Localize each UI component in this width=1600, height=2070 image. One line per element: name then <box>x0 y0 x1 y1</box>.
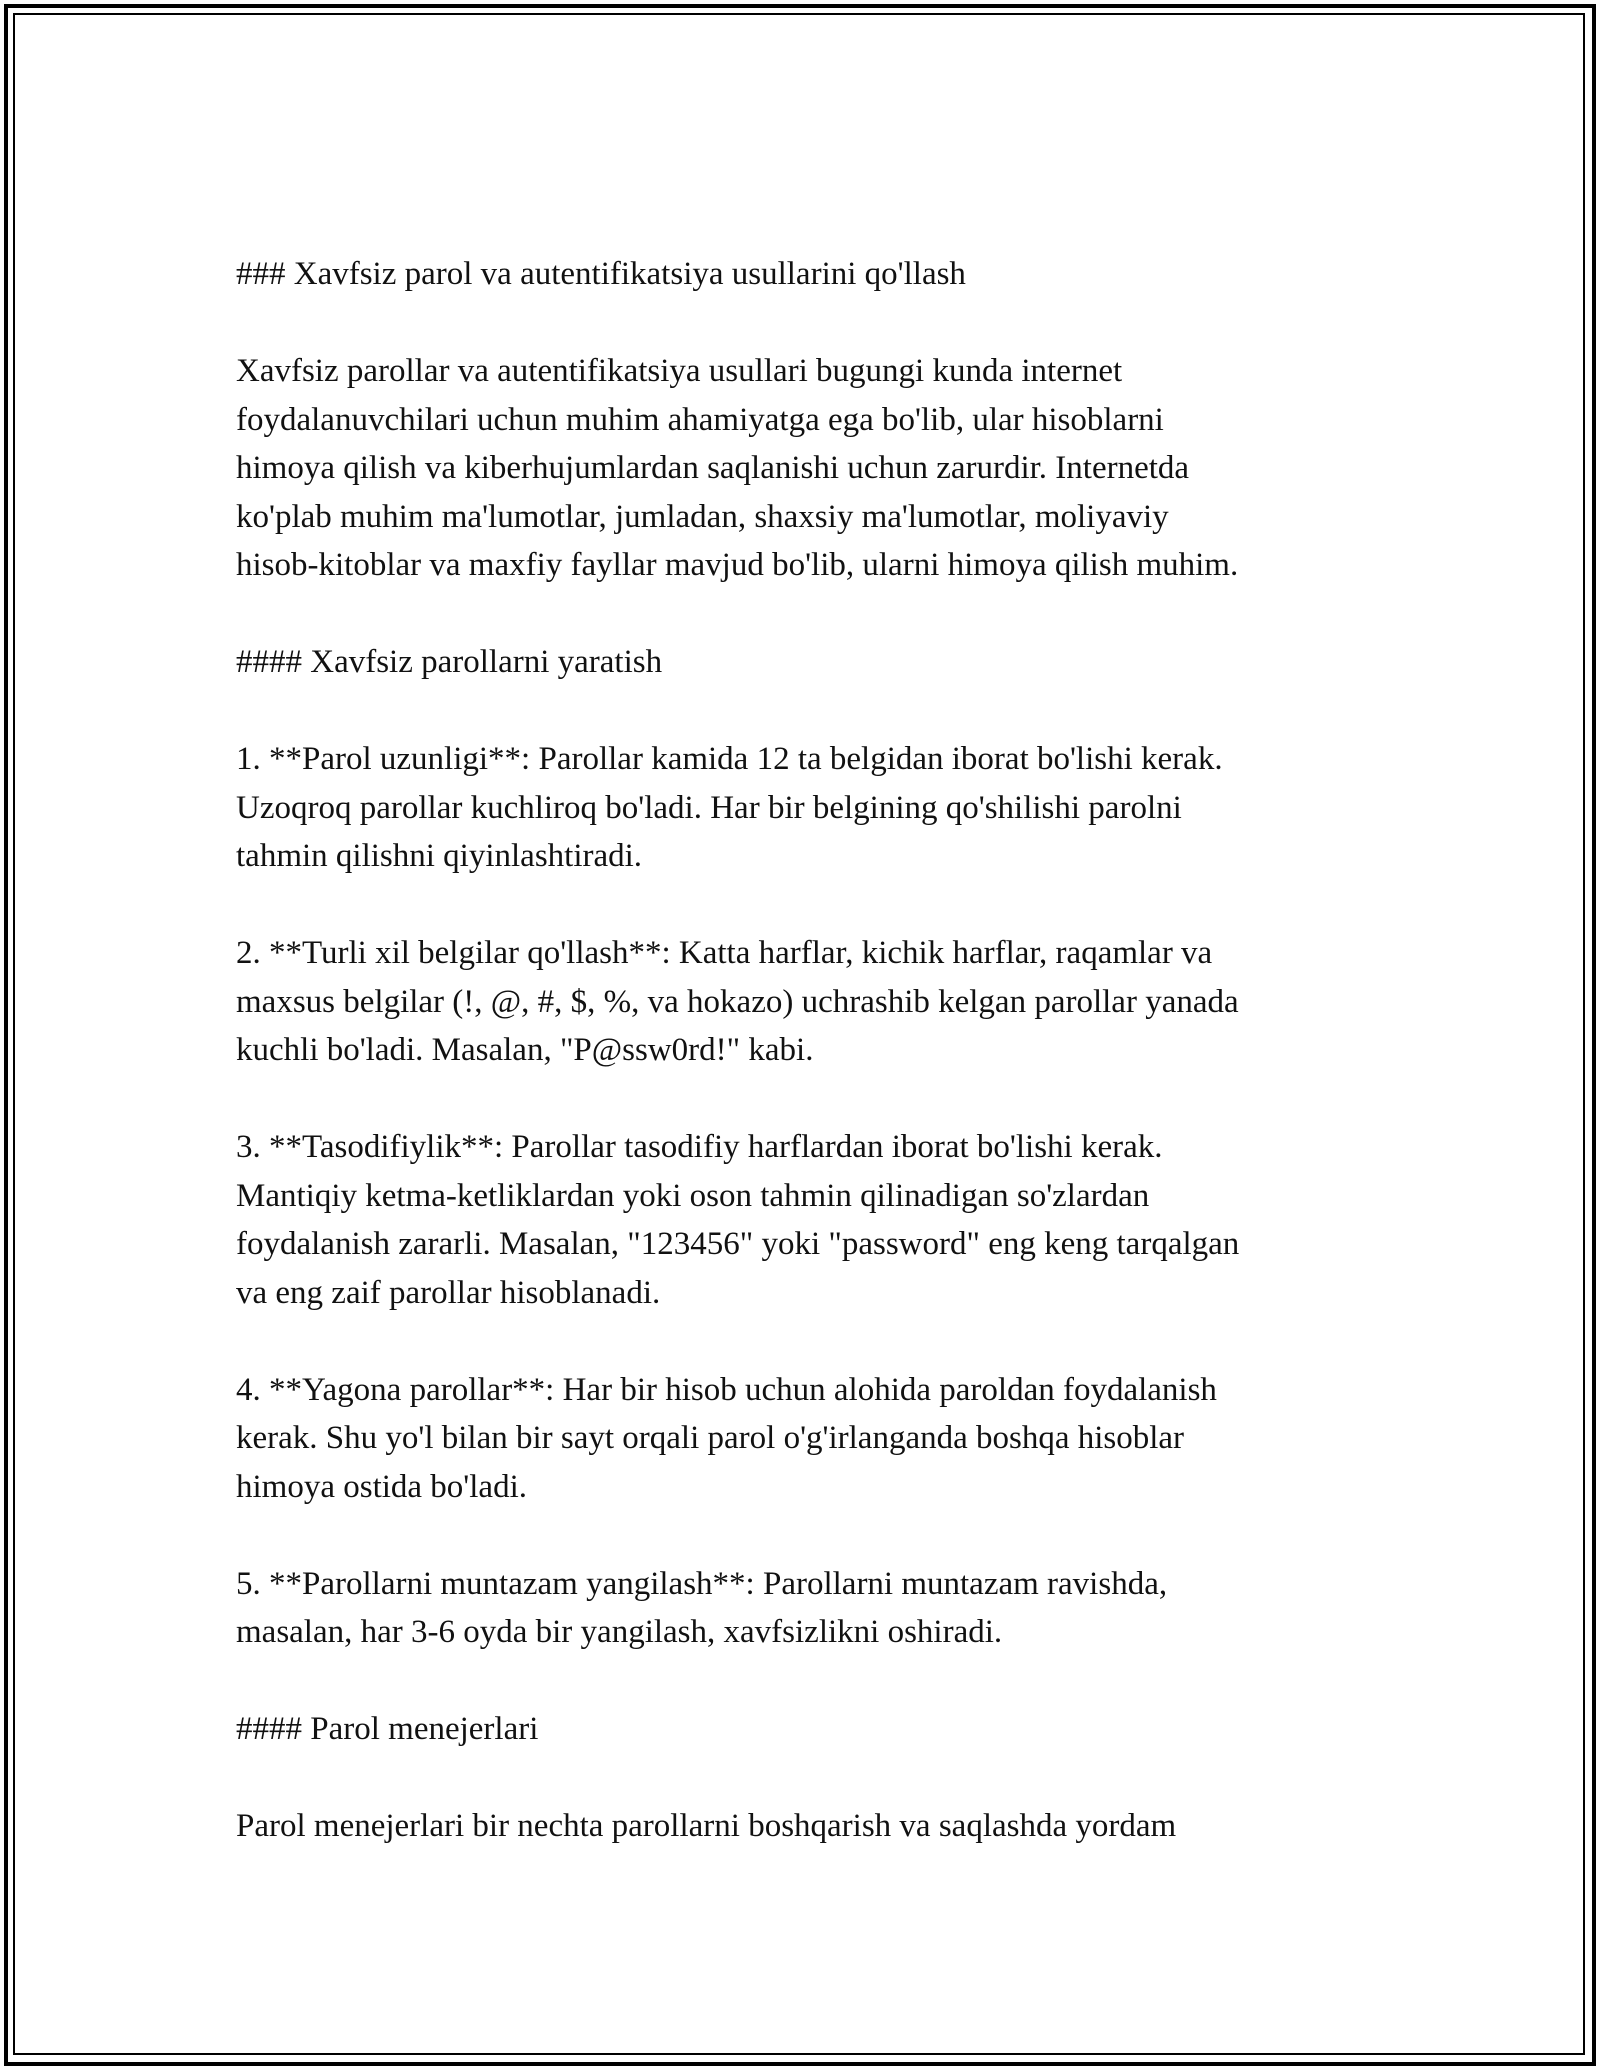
text-line: 4. **Yagona parollar**: Har bir hisob uchun alohida paroldan foydalanish <box>236 1371 1217 1408</box>
text-line: tahmin qilishni qiyinlashtiradi. <box>236 838 643 874</box>
text-line: 1. **Parol uzunligi**: Parollar kamida 12 ta belgidan iborat bo'lishi kerak. <box>236 741 1223 777</box>
text-line: kuchli bo'ladi. Masalan, "P@ssw0rd!" kabi. <box>236 1032 814 1068</box>
text-line: kerak. Shu yo'l bilan bir sayt orqali parol o'g'irlanganda boshqa hisoblar <box>236 1420 1185 1456</box>
text-line: himoya qilish va kiberhujumlardan saqlanishi uchun zarurdir. Internetda <box>236 450 1190 486</box>
text-line: va eng zaif parollar hisoblanadi. <box>236 1274 661 1311</box>
text-line: foydalanuvchilari uchun muhim ahamiyatga ega bo'lib, ular hisoblarni <box>236 401 1164 438</box>
list-item-unique-passwords <box>236 1366 1366 1512</box>
list-item-password-length <box>236 735 1366 881</box>
text-line: 5. **Parollarni muntazam yangilash**: Parollarni muntazam ravishda, <box>236 1565 1168 1602</box>
main-heading: ### Xavfsiz parol va autentifikatsiya usullarini qo'llash <box>236 256 966 292</box>
text-line: maxsus belgilar (!, @, #, $, %, va hokazo) uchrashib kelgan parollar yanada <box>236 983 1239 1020</box>
password-managers-paragraph <box>236 1802 1366 1851</box>
list-item-randomness <box>236 1123 1366 1317</box>
text-line: ko'plab muhim ma'lumotlar, jumladan, shaxsiy ma'lumotlar, moliyaviy <box>236 498 1169 535</box>
list-item-character-variety <box>236 929 1366 1075</box>
text-line: Xavfsiz parollar va autentifikatsiya usullari bugungi kunda internet <box>236 353 1123 389</box>
document-body <box>236 250 1366 1851</box>
text-line: foydalanish zararli. Masalan, "123456" yoki "password" eng keng tarqalgan <box>236 1226 1240 1262</box>
text-line: himoya ostida bo'ladi. <box>236 1468 527 1505</box>
text-line: Mantiqiy ketma-ketliklardan yoki oson tahmin qilinadigan so'zlardan <box>236 1177 1150 1214</box>
text-line: masalan, har 3-6 oyda bir yangilash, xavfsizlikni oshiradi. <box>236 1614 1003 1650</box>
text-line: hisob-kitoblar va maxfiy fayllar mavjud bo'lib, ularni himoya qilish muhim. <box>236 547 1239 583</box>
subheading-password-managers: #### Parol menejerlari <box>236 1711 539 1747</box>
text-line: Parol menejerlari bir nechta parollarni boshqarish va saqlashda yordam <box>236 1808 1177 1844</box>
intro-paragraph <box>236 347 1366 590</box>
list-item-regular-updates <box>236 1560 1366 1657</box>
subheading-create-passwords: #### Xavfsiz parollarni yaratish <box>236 644 663 680</box>
text-line: Uzoqroq parollar kuchliroq bo'ladi. Har bir belgining qo'shilishi parolni <box>236 789 1182 826</box>
text-line: 3. **Tasodifiylik**: Parollar tasodifiy harflardan iborat bo'lishi kerak. <box>236 1129 1163 1165</box>
text-line: 2. **Turli xil belgilar qo'llash**: Katta harflar, kichik harflar, raqamlar va <box>236 935 1213 971</box>
